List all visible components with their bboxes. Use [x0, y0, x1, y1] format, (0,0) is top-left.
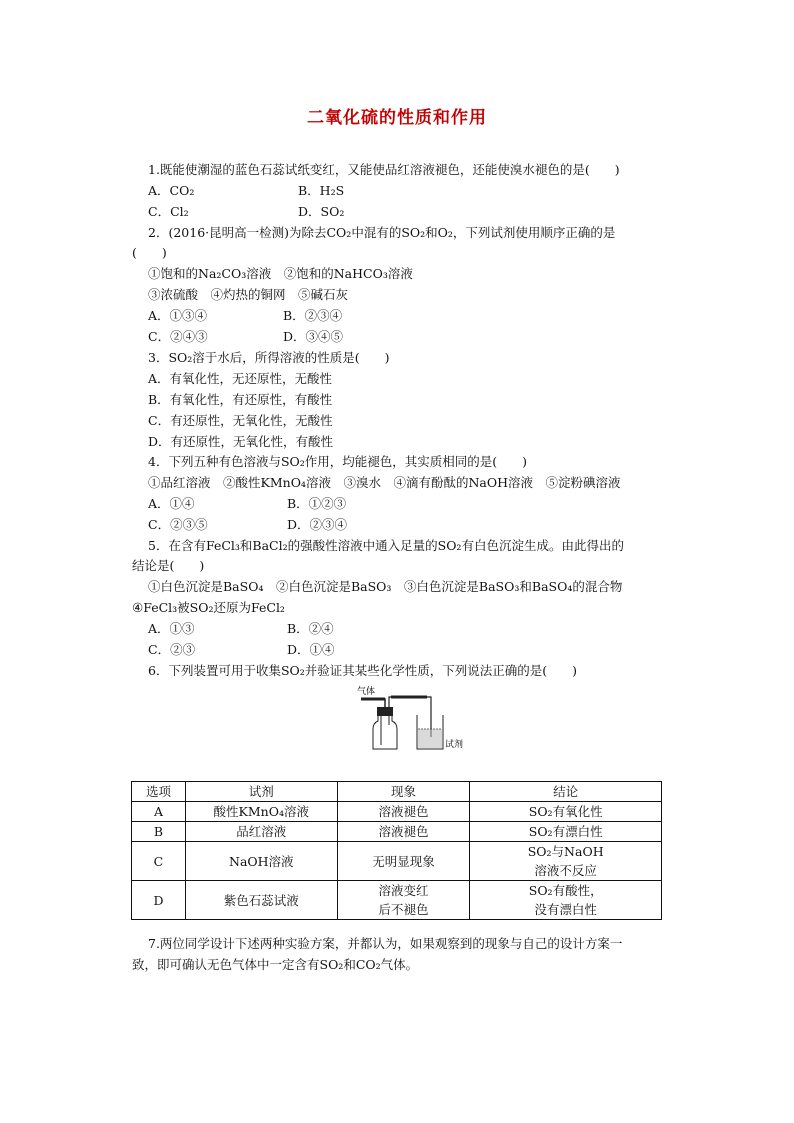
- question-2-stem-cont: ( ): [132, 245, 167, 260]
- q5-conclusions-2: ④FeCl₃被SO₂还原为FeCl₂: [132, 600, 285, 615]
- q1-option-c: C．Cl₂: [148, 204, 189, 219]
- q2-reagents-2: ③浓硫酸 ④灼热的铜网 ⑤碱石灰: [148, 287, 349, 302]
- table-header-cell: 结论: [470, 782, 662, 802]
- q5-option-d: D．①④: [287, 642, 335, 657]
- q2-option-c: C．②④③: [148, 329, 208, 344]
- table-cell: 溶液褪色: [337, 822, 470, 842]
- table-cell: C: [132, 842, 186, 881]
- table-cell: 紫色石蕊试液: [185, 881, 337, 920]
- question-5-stem: 5．在含有FeCl₃和BaCl₂的强酸性溶液中通入足量的SO₂有白色沉淀生成。由此得出的: [148, 538, 624, 553]
- table-cell: A: [132, 802, 186, 822]
- q5-option-c: C．②③: [148, 642, 196, 657]
- table-cell: 溶液褪色: [337, 802, 470, 822]
- table-cell: 溶液变红 后不褪色: [337, 881, 470, 920]
- q3-option-b: B．有氧化性，有还原性，有酸性: [148, 392, 333, 407]
- apparatus-figure: [355, 685, 470, 751]
- table-header-cell: 选项: [132, 782, 186, 802]
- table-header-cell: 试剂: [185, 782, 337, 802]
- table-row: [132, 822, 662, 842]
- table-header-row: [132, 782, 662, 802]
- q4-option-d: D．②③④: [287, 517, 348, 532]
- table-cell: 无明显现象: [337, 842, 470, 881]
- q1-option-a: A．CO₂: [148, 183, 195, 198]
- table-header-cell: 现象: [337, 782, 470, 802]
- question-2-stem: 2．(2016·昆明高一检测)为除去CO₂中混有的SO₂和O₂，下列试剂使用顺序正确的是: [148, 225, 616, 240]
- table-cell: 酸性KMnO₄溶液: [185, 802, 337, 822]
- page-title: 二氧化硫的性质和作用: [307, 108, 487, 128]
- table-row: [132, 881, 662, 920]
- reagent-label: 试剂: [445, 740, 464, 750]
- q5-option-b: B．②④: [287, 621, 334, 636]
- gas-label: 气体: [357, 687, 376, 697]
- q5-option-a: A．①③: [148, 621, 195, 636]
- question-5-stem-cont: 结论是( ): [132, 558, 205, 573]
- table-cell: SO₂有氧化性: [470, 802, 662, 822]
- table-row: [132, 842, 662, 881]
- table-row: [132, 802, 662, 822]
- q3-option-d: D．有还原性，无氧化性，有酸性: [148, 434, 334, 449]
- table-cell: 品红溶液: [185, 822, 337, 842]
- question-6-stem: 6．下列装置可用于收集SO₂并验证其某些化学性质，下列说法正确的是( ): [148, 663, 578, 678]
- q2-option-a: A．①③④: [148, 308, 208, 323]
- table-cell: B: [132, 822, 186, 842]
- q2-option-b: B．②③④: [283, 308, 343, 323]
- q4-option-c: C．②③⑤: [148, 517, 208, 532]
- question-4-stem: 4．下列五种有色溶液与SO₂作用，均能褪色，其实质相同的是( ): [148, 454, 528, 469]
- q2-reagents-1: ①饱和的Na₂CO₃溶液 ②饱和的NaHCO₃溶液: [148, 266, 413, 281]
- q2-option-d: D．③④⑤: [283, 329, 344, 344]
- q4-option-a: A．①④: [148, 496, 195, 511]
- results-table: [131, 781, 662, 920]
- q1-option-d: D．SO₂: [298, 204, 345, 219]
- q4-solutions: ①品红溶液 ②酸性KMnO₄溶液 ③溴水 ④滴有酚酞的NaOH溶液 ⑤淀粉碘溶液: [148, 475, 621, 490]
- question-1-stem: 1.既能使潮湿的蓝色石蕊试纸变红，又能使品红溶液褪色，还能使溴水褪色的是( ): [148, 162, 620, 177]
- table-cell: SO₂与NaOH 溶液不反应: [470, 842, 662, 881]
- table-cell: NaOH溶液: [185, 842, 337, 881]
- question-7-stem: 7.两位同学设计下述两种实验方案，并都认为，如果观察到的现象与自己的设计方案一: [148, 936, 623, 951]
- question-3-stem: 3．SO₂溶于水后，所得溶液的性质是( ): [148, 350, 390, 365]
- question-7-stem-cont: 致，即可确认无色气体中一定含有SO₂和CO₂气体。: [132, 957, 419, 972]
- q5-conclusions-1: ①白色沉淀是BaSO₄ ②白色沉淀是BaSO₃ ③白色沉淀是BaSO₃和BaSO₄的混合物: [148, 579, 623, 594]
- q3-option-a: A．有氧化性，无还原性，无酸性: [148, 371, 333, 386]
- q3-option-c: C．有还原性，无氧化性，无酸性: [148, 413, 333, 428]
- table-cell: SO₂有酸性， 没有漂白性: [470, 881, 662, 920]
- q4-option-b: B．①②③: [287, 496, 347, 511]
- table-cell: D: [132, 881, 186, 920]
- table-cell: SO₂有漂白性: [470, 822, 662, 842]
- q1-option-b: B．H₂S: [298, 183, 345, 198]
